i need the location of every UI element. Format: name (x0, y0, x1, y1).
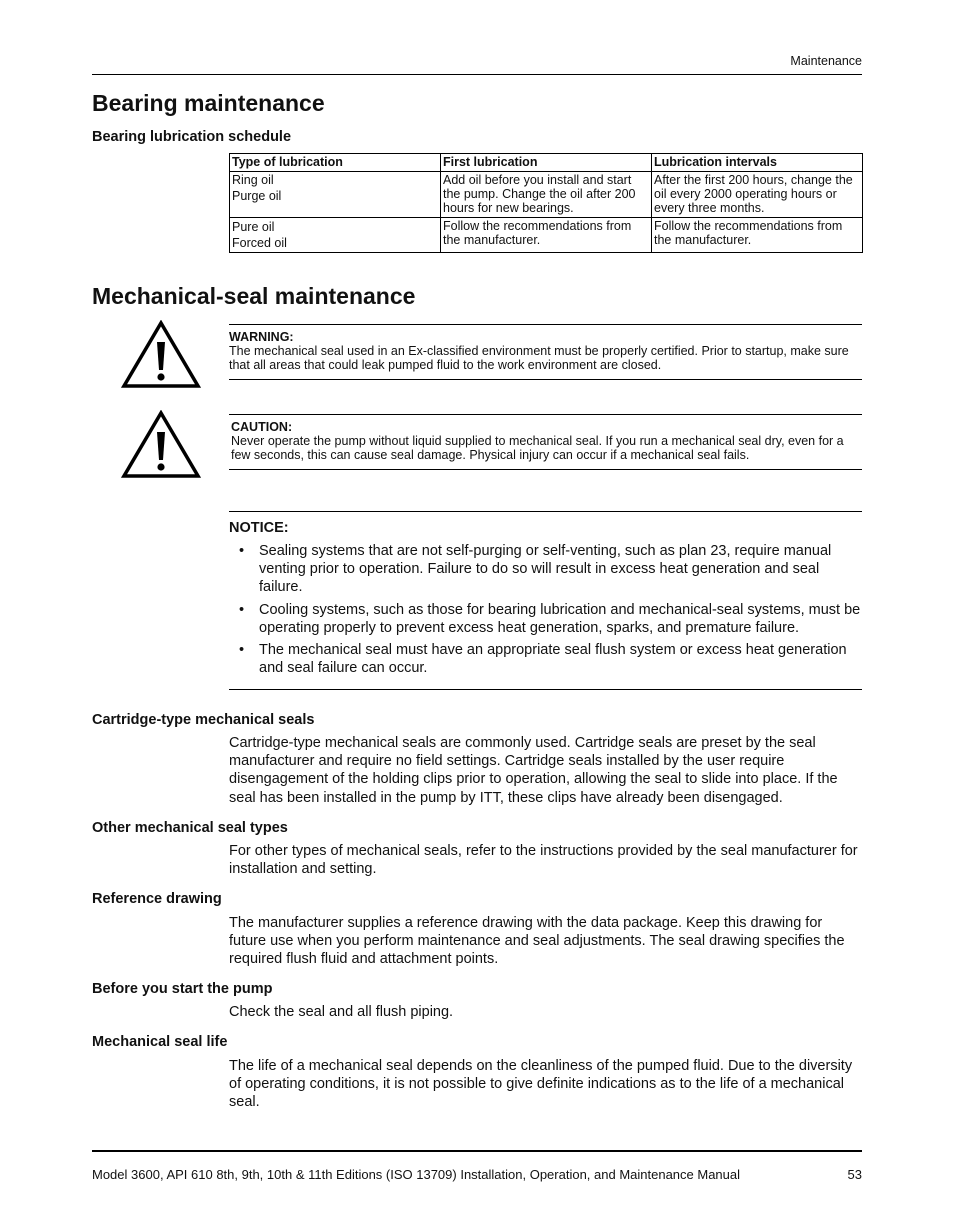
column-header-type: Type of lubrication (230, 154, 441, 172)
caution-label: CAUTION: (231, 420, 293, 434)
footer-manual-title: Model 3600, API 610 8th, 9th, 10th & 11th Editions (ISO 13709) Installation, Operation, and Maintenance Manual (92, 1167, 741, 1182)
other-seal-types-text: For other types of mechanical seals, refer to the instructions provided by the seal manufacturer for installation and setting. (229, 843, 858, 878)
table-row (230, 172, 863, 218)
lubrication-type: Purge oil (232, 189, 282, 203)
table-cell-type (230, 172, 441, 218)
table-cell-first: Follow the recommendations from the manufacturer. (441, 218, 652, 253)
seal-life-heading: Mechanical seal life (92, 1034, 228, 1050)
caution-text: Never operate the pump without liquid supplied to mechanical seal. If you run a mechanical seal dry, even for a few seconds, this can cause seal damage. Physical injury can occur if a mechanical seal fails. (231, 434, 844, 462)
notice-label: NOTICE: (229, 520, 289, 536)
list-item (229, 601, 862, 637)
notice-item-text: Cooling systems, such as those for bearing lubrication and mechanical-seal systems, must be operating properly to prevent excess heat generation, sparks, and premature failure. (259, 601, 861, 636)
warning-box (229, 324, 862, 380)
lubrication-type: Pure oil (232, 220, 275, 234)
warning-text: The mechanical seal used in an Ex-classified environment must be properly certified. Prior to startup, make sure that all areas that could leak pumped fluid to the work environment are closed. (229, 344, 849, 372)
before-start-text: Check the seal and all flush piping. (229, 1004, 454, 1020)
table-cell-interval: Follow the recommendations from the manufacturer. (652, 218, 863, 253)
notice-box (229, 511, 862, 690)
warning-label: WARNING: (229, 330, 294, 344)
table-header-row (230, 154, 863, 172)
notice-list (229, 542, 862, 681)
cartridge-seals-heading: Cartridge-type mechanical seals (92, 712, 315, 728)
warning-triangle-icon (121, 320, 201, 390)
before-start-heading: Before you start the pump (92, 981, 273, 997)
list-item (229, 542, 862, 597)
bullet-icon: • (239, 601, 245, 618)
notice-item-text: Sealing systems that are not self-purging or self-venting, such as plan 23, require manual venting prior to operation. Failure to do so will result in excess heat generation and seal failure. (259, 543, 832, 596)
table-row (230, 218, 863, 253)
footer-rule (92, 1150, 862, 1152)
header-rule (92, 74, 862, 75)
column-header-interval: Lubrication intervals (652, 154, 863, 172)
reference-drawing-text: The manufacturer supplies a reference drawing with the data package. Keep this drawing for future use when you perform maintenance and seal adjustments. The seal drawing specifies the required flush fluid and attachment points. (229, 915, 845, 968)
other-seal-types-heading: Other mechanical seal types (92, 820, 288, 836)
mechanical-seal-title: Mechanical-seal maintenance (92, 283, 416, 309)
bearing-maintenance-title: Bearing maintenance (92, 90, 325, 116)
seal-life-text: The life of a mechanical seal depends on the cleanliness of the pumped fluid. Due to the diversity of operating conditions, it is not possible to give definite indications as to the life of a mechanical seal. (229, 1058, 853, 1111)
cartridge-seals-text: Cartridge-type mechanical seals are commonly used. Cartridge seals are preset by the seal manufacturer and require no field settings. Cartridge seals installed by the user require disengagement of the holding clips prior to operation, allowing the seal to slide into place. If the seal has been installed in the pump by ITT, these clips have already been disengaged. (229, 735, 838, 806)
list-item (229, 641, 862, 677)
column-header-first: First lubrication (441, 154, 652, 172)
bullet-icon: • (239, 543, 245, 559)
caution-triangle-icon (121, 410, 201, 480)
table-cell-interval: After the first 200 hours, change the oil every 2000 operating hours or every three months. (652, 172, 863, 218)
reference-drawing-heading: Reference drawing (92, 891, 222, 907)
running-header-section: Maintenance (790, 54, 862, 68)
caution-box (229, 414, 862, 470)
table-cell-type (230, 218, 441, 253)
notice-item-text: The mechanical seal must have an appropriate seal flush system or excess heat generation and seal failure can occur. (259, 642, 847, 677)
bearing-lubrication-table (229, 153, 863, 253)
table-cell-first: Add oil before you install and start the pump. Change the oil after 200 hours for new bearings. (441, 172, 652, 218)
bullet-icon: • (239, 642, 245, 659)
bearing-schedule-heading: Bearing lubrication schedule (92, 129, 292, 145)
lubrication-type: Forced oil (232, 236, 287, 250)
page-number: 53 (847, 1167, 862, 1182)
lubrication-type: Ring oil (232, 173, 274, 187)
